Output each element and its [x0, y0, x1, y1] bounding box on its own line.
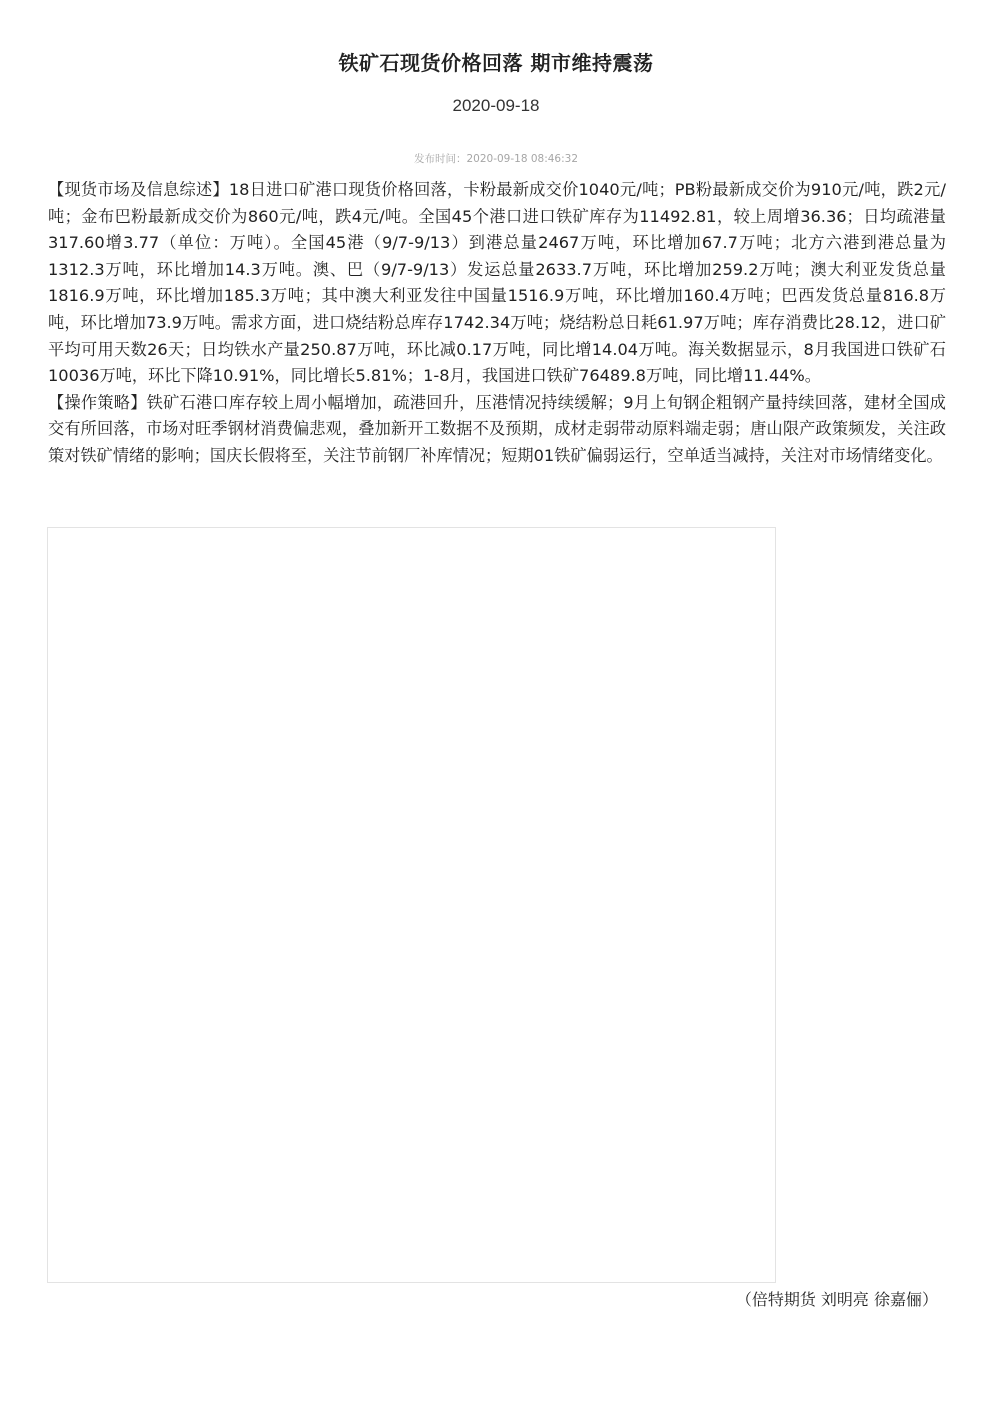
paragraph-market-summary: 【现货市场及信息综述】18日进口矿港口现货价格回落，卡粉最新成交价1040元/吨；PB粉最新成交价为910元/吨，跌2元/吨；金布巴粉最新成交价为860元/吨，跌4元/吨。全国45个港口进口铁矿库存为11492.81，较上周增36.36；日均疏港量317.60增3.77（单位：万吨）。全国45港（9/7-9/13）到港总量2467万吨，环比增加67.7万吨；北方六港到港总量为1312.3万吨，环比增加14.3万吨。澳、巴（9/7-9/13）发运总量2633.7万吨，环比增加259.2万吨；澳大利亚发货总量1816.9万吨，环比增加185.3万吨；其中澳大利亚发往中国量1516.9万吨，环比增加160.4万吨；巴西发货总量816.8万吨，环比增加73.9万吨。需求方面，进口烧结粉总库存1742.34万吨；烧结粉总日耗61.97万吨；库存消费比28.12，进口矿平均可用天数26天；日均铁水产量250.87万吨，环比减0.17万吨，同比增14.04万吨。海关数据显示，8月我国进口铁矿石10036万吨，环比下降10.91%，同比增长5.81%；1-8月，我国进口铁矿76489.8万吨，同比增11.44%。 — [48, 180, 946, 386]
publish-time: 发布时间：2020-09-18 08:46:32 — [413, 153, 579, 165]
image-placeholder — [47, 527, 776, 1283]
author-signature: （倍特期货 刘明亮 徐嘉俪） — [735, 1290, 938, 1309]
article-date: 2020-09-18 — [452, 96, 540, 115]
article-title: 铁矿石现货价格回落 期市维持震荡 — [338, 51, 654, 75]
paragraph-strategy: 【操作策略】铁矿石港口库存较上周小幅增加，疏港回升，压港情况持续缓解；9月上旬钢企粗钢产量持续回落，建材全国成交有所回落，市场对旺季钢材消费偏悲观，叠加新开工数据不及预期，成材走弱带动原料端走弱；唐山限产政策频发，关注政策对铁矿情绪的影响；国庆长假将至，关注节前钢厂补库情况；短期01铁矿偏弱运行，空单适当减持，关注对市场情绪变化。 — [48, 392, 946, 465]
article-body — [48, 177, 946, 470]
